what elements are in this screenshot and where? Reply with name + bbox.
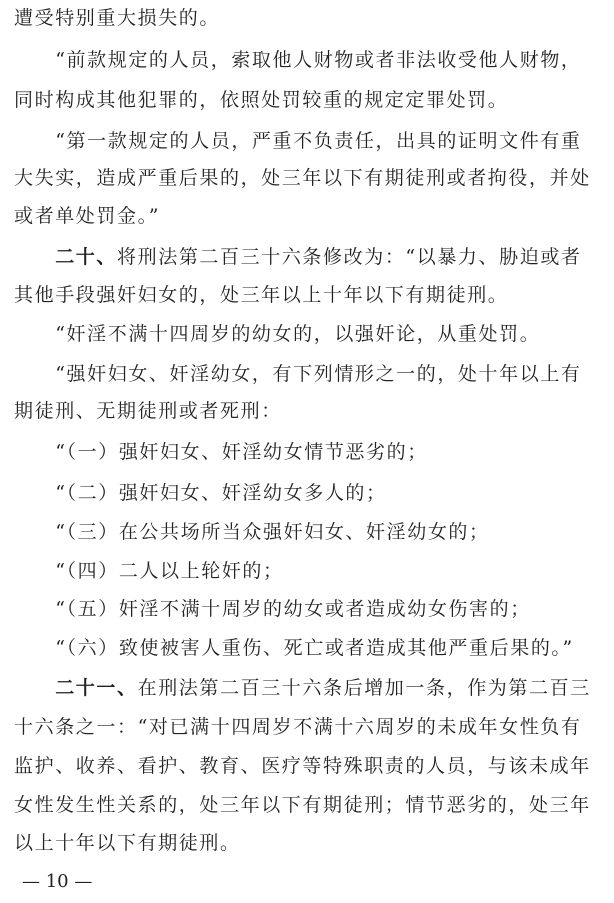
text-line: “第一款规定的人员，严重不负责任，出具的证明文件有重 [14,130,582,152]
list-item: “（三）在公共场所当众强奸妇女、奸淫幼女的； [14,521,490,543]
text-line: 二十、将刑法第二百三十六条修改为：“以暴力、胁迫或者 [14,246,582,268]
text-line: 十六条之一：“对已满十四周岁不满十六周岁的未成年女性负有 [14,716,582,738]
text-line: 二十一、在刑法第二百三十六条后增加一条，作为第二百三 [14,677,591,699]
text-line: “强奸妇女、奸淫幼女，有下列情形之一的，处十年以上有 [14,363,582,385]
text-line: 其他手段强奸妇女的，处三年以上十年以下有期徒刑。 [14,284,509,306]
list-item: “（六）致使被害人重伤、死亡或者造成其他严重后果的。” [14,637,574,659]
page-number: — 10 — [22,871,93,892]
text-line: 大失实，造成严重后果的，处三年以下有期徒刑或者拘役，并处 [14,167,591,189]
text-line: 期徒刑、无期徒刑或者死刑： [14,400,282,422]
list-item: “（五）奸淫不满十周岁的幼女或者造成幼女伤害的； [14,598,531,620]
list-item: “（四）二人以上轮奸的； [14,560,284,582]
text-line: 女性发生性关系的，处三年以下有期徒刑；情节恶劣的，处三年 [14,794,591,816]
article-heading: 二十、 [14,246,118,268]
article-heading: 二十一、 [14,677,138,699]
text-line: “奸淫不满十四周岁的幼女的，以强奸论，从重处罚。 [14,323,541,345]
text-line: 遭受特别重大损失的。 [14,7,221,29]
list-item: “（二）强奸妇女、奸淫幼女多人的； [14,482,387,504]
text-line: 以上十年以下有期徒刑。 [14,832,241,854]
text-line: “前款规定的人员，索取他人财物或者非法收受他人财物， [14,49,582,71]
text-line: 同时构成其他犯罪的，依照处罚较重的规定定罪处罚。 [14,89,509,111]
list-item: “（一）强奸妇女、奸淫幼女情节恶劣的； [14,441,428,463]
text-line: 或者单处罚金。” [14,205,161,227]
text-line: 监护、收养、看护、教育、医疗等特殊职责的人员，与该未成年 [14,755,591,777]
